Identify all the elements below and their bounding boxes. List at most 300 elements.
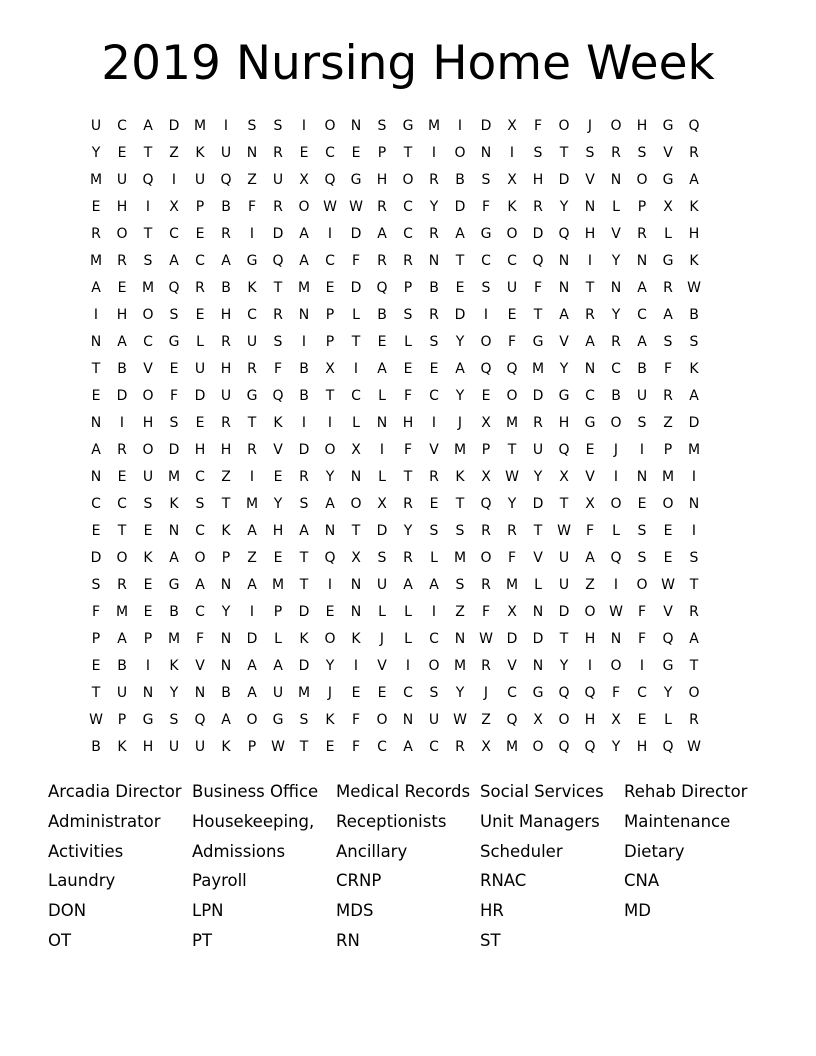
grid-letter: A bbox=[247, 577, 257, 593]
grid-letter: R bbox=[247, 442, 257, 458]
grid-letter: Z bbox=[247, 172, 257, 188]
grid-letter: D bbox=[532, 496, 544, 512]
grid-letter: T bbox=[117, 523, 127, 539]
grid-letter: Q bbox=[688, 118, 700, 134]
grid-letter: E bbox=[117, 145, 127, 161]
grid-letter: F bbox=[507, 550, 517, 566]
grid-letter: W bbox=[687, 280, 701, 296]
grid-letter: A bbox=[403, 739, 413, 755]
grid-letter: L bbox=[378, 469, 386, 485]
grid-letter: R bbox=[221, 334, 231, 350]
grid-letter: W bbox=[323, 199, 337, 215]
grid-letter: U bbox=[194, 361, 206, 377]
grid-letter: V bbox=[273, 442, 283, 458]
grid-letter: C bbox=[403, 226, 413, 242]
grid-letter: B bbox=[377, 307, 387, 323]
grid-letter: D bbox=[116, 388, 128, 404]
grid-letter: P bbox=[377, 145, 387, 161]
grid-letter: M bbox=[505, 739, 519, 755]
grid-row bbox=[83, 275, 733, 302]
grid-letter: C bbox=[195, 253, 205, 269]
word-list-item: Social Services bbox=[480, 782, 604, 801]
grid-letter: U bbox=[90, 118, 102, 134]
grid-letter: G bbox=[662, 172, 674, 188]
grid-letter: H bbox=[688, 226, 700, 242]
grid-letter: Y bbox=[611, 253, 621, 269]
grid-letter: A bbox=[559, 307, 569, 323]
grid-letter: R bbox=[663, 280, 673, 296]
grid-letter: P bbox=[221, 550, 231, 566]
grid-letter: B bbox=[299, 361, 309, 377]
grid-letter: R bbox=[273, 307, 283, 323]
grid-letter: Q bbox=[584, 739, 596, 755]
grid-letter: N bbox=[350, 604, 362, 620]
grid-letter: M bbox=[297, 280, 311, 296]
grid-letter: F bbox=[663, 361, 673, 377]
grid-letter: T bbox=[351, 334, 361, 350]
grid-letter: S bbox=[481, 172, 491, 188]
grid-row bbox=[83, 167, 733, 194]
grid-letter: O bbox=[558, 712, 570, 728]
grid-letter: O bbox=[298, 199, 310, 215]
grid-letter: A bbox=[299, 253, 309, 269]
grid-letter: B bbox=[429, 280, 439, 296]
grid-letter: K bbox=[195, 145, 205, 161]
grid-letter: E bbox=[299, 145, 309, 161]
grid-row bbox=[83, 437, 733, 464]
grid-letter: K bbox=[299, 631, 309, 647]
grid-letter: O bbox=[142, 442, 154, 458]
grid-letter: S bbox=[169, 307, 179, 323]
grid-row bbox=[83, 572, 733, 599]
grid-letter: X bbox=[507, 172, 517, 188]
grid-letter: O bbox=[402, 172, 414, 188]
grid-letter: R bbox=[403, 496, 413, 512]
grid-letter: Y bbox=[559, 199, 569, 215]
grid-row bbox=[83, 734, 733, 761]
grid-letter: Y bbox=[611, 307, 621, 323]
grid-letter: U bbox=[272, 685, 284, 701]
grid-letter: H bbox=[116, 199, 128, 215]
grid-letter: T bbox=[221, 496, 231, 512]
grid-letter: M bbox=[687, 442, 701, 458]
grid-letter: N bbox=[558, 253, 570, 269]
grid-letter: H bbox=[376, 172, 388, 188]
grid-letter: Q bbox=[324, 550, 336, 566]
grid-letter: O bbox=[662, 496, 674, 512]
grid-letter: L bbox=[378, 604, 386, 620]
grid-letter: E bbox=[351, 145, 361, 161]
grid-letter: U bbox=[428, 712, 440, 728]
grid-letter: T bbox=[299, 577, 309, 593]
grid-letter: I bbox=[431, 145, 437, 161]
grid-letter: O bbox=[558, 118, 570, 134]
word-list-item: Administrator bbox=[48, 811, 161, 831]
grid-letter: Q bbox=[558, 685, 570, 701]
grid-letter: A bbox=[403, 577, 413, 593]
grid-letter: N bbox=[324, 523, 336, 539]
grid-letter: R bbox=[455, 739, 465, 755]
grid-row bbox=[83, 410, 733, 437]
grid-letter: U bbox=[246, 334, 258, 350]
grid-letter: O bbox=[480, 334, 492, 350]
grid-letter: E bbox=[143, 523, 153, 539]
grid-letter: C bbox=[403, 685, 413, 701]
grid-letter: S bbox=[455, 523, 465, 539]
grid-letter: J bbox=[613, 442, 619, 458]
grid-letter: N bbox=[194, 685, 206, 701]
grid-letter: A bbox=[169, 253, 179, 269]
grid-row bbox=[83, 653, 733, 680]
page-title: 2019 Nursing Home Week bbox=[101, 36, 715, 91]
grid-letter: N bbox=[246, 145, 258, 161]
grid-letter: T bbox=[403, 145, 413, 161]
grid-letter: H bbox=[220, 361, 232, 377]
grid-letter: I bbox=[249, 226, 255, 242]
grid-letter: I bbox=[119, 415, 125, 431]
grid-letter: R bbox=[429, 469, 439, 485]
grid-letter: V bbox=[585, 172, 595, 188]
grid-letter: I bbox=[691, 523, 697, 539]
grid-letter: G bbox=[662, 253, 674, 269]
grid-letter: S bbox=[247, 118, 257, 134]
grid-letter: O bbox=[610, 658, 622, 674]
grid-letter: X bbox=[351, 550, 361, 566]
grid-letter: O bbox=[636, 577, 648, 593]
grid-letter: B bbox=[221, 199, 231, 215]
grid-letter: I bbox=[509, 145, 515, 161]
grid-letter: O bbox=[610, 496, 622, 512]
grid-letter: M bbox=[661, 469, 675, 485]
grid-letter: D bbox=[298, 442, 310, 458]
grid-letter: W bbox=[687, 739, 701, 755]
grid-letter: H bbox=[532, 172, 544, 188]
grid-letter: Q bbox=[220, 172, 232, 188]
grid-letter: N bbox=[532, 604, 544, 620]
grid-letter: C bbox=[611, 361, 621, 377]
grid-letter: A bbox=[273, 658, 283, 674]
grid-letter: O bbox=[194, 550, 206, 566]
grid-letter: S bbox=[455, 577, 465, 593]
grid-letter: O bbox=[142, 388, 154, 404]
grid-letter: U bbox=[558, 577, 570, 593]
grid-letter: A bbox=[143, 118, 153, 134]
grid-letter: C bbox=[351, 388, 361, 404]
grid-letter: M bbox=[531, 361, 545, 377]
grid-letter: L bbox=[378, 388, 386, 404]
grid-letter: T bbox=[533, 307, 543, 323]
word-list-item: Scheduler bbox=[480, 841, 563, 861]
word-list-item: OT bbox=[48, 930, 72, 950]
grid-letter: E bbox=[663, 550, 673, 566]
grid-letter: C bbox=[585, 388, 595, 404]
grid-letter: X bbox=[507, 604, 517, 620]
word-list-item: MDS bbox=[336, 901, 374, 921]
grid-letter: N bbox=[428, 253, 440, 269]
grid-letter: N bbox=[610, 631, 622, 647]
word-list-item: LPN bbox=[192, 901, 224, 921]
grid-letter: S bbox=[169, 415, 179, 431]
grid-letter: I bbox=[431, 604, 437, 620]
grid-letter: V bbox=[377, 658, 387, 674]
grid-letter: V bbox=[585, 469, 595, 485]
grid-letter: Q bbox=[506, 712, 518, 728]
grid-letter: S bbox=[91, 577, 101, 593]
grid-letter: C bbox=[195, 604, 205, 620]
grid-letter: I bbox=[353, 658, 359, 674]
grid-letter: L bbox=[352, 415, 360, 431]
grid-row bbox=[83, 680, 733, 707]
word-list-item: Business Office bbox=[192, 782, 319, 801]
grid-letter: M bbox=[427, 118, 441, 134]
grid-letter: F bbox=[273, 361, 283, 377]
grid-letter: Q bbox=[272, 388, 284, 404]
grid-letter: J bbox=[483, 685, 489, 701]
grid-letter: F bbox=[351, 712, 361, 728]
grid-letter: O bbox=[116, 226, 128, 242]
grid-letter: A bbox=[377, 226, 387, 242]
grid-letter: A bbox=[195, 577, 205, 593]
grid-letter: F bbox=[507, 334, 517, 350]
grid-letter: M bbox=[141, 280, 155, 296]
grid-letter: N bbox=[636, 253, 648, 269]
grid-letter: O bbox=[636, 172, 648, 188]
grid-letter: F bbox=[169, 388, 179, 404]
grid-letter: I bbox=[639, 658, 645, 674]
word-list-item: Rehab Director bbox=[624, 782, 748, 801]
grid-letter: E bbox=[169, 361, 179, 377]
grid-letter: H bbox=[142, 739, 154, 755]
grid-letter: B bbox=[455, 172, 465, 188]
grid-letter: H bbox=[142, 415, 154, 431]
grid-letter: U bbox=[636, 388, 648, 404]
grid-letter: O bbox=[246, 712, 258, 728]
grid-letter: A bbox=[377, 361, 387, 377]
grid-letter: Y bbox=[455, 334, 465, 350]
grid-letter: Y bbox=[663, 685, 673, 701]
grid-letter: M bbox=[505, 577, 519, 593]
grid-letter: K bbox=[273, 415, 283, 431]
grid-letter: H bbox=[220, 307, 232, 323]
grid-letter: E bbox=[325, 280, 335, 296]
grid-letter: X bbox=[585, 496, 595, 512]
grid-letter: W bbox=[89, 712, 103, 728]
grid-letter: O bbox=[428, 658, 440, 674]
grid-letter: S bbox=[429, 523, 439, 539]
grid-letter: S bbox=[637, 145, 647, 161]
grid-letter: Y bbox=[325, 658, 335, 674]
grid-letter: T bbox=[559, 496, 569, 512]
grid-letter: V bbox=[507, 658, 517, 674]
word-list-item: Laundry bbox=[48, 871, 116, 891]
grid-letter: Y bbox=[507, 496, 517, 512]
grid-letter: S bbox=[533, 145, 543, 161]
grid-letter: H bbox=[558, 415, 570, 431]
grid-letter: F bbox=[351, 253, 361, 269]
grid-letter: E bbox=[143, 577, 153, 593]
grid-letter: D bbox=[194, 388, 206, 404]
grid-letter: K bbox=[507, 199, 517, 215]
grid-letter: F bbox=[91, 604, 101, 620]
grid-letter: R bbox=[481, 577, 491, 593]
grid-letter: N bbox=[584, 199, 596, 215]
grid-row bbox=[83, 194, 733, 221]
grid-letter: Y bbox=[429, 199, 439, 215]
grid-letter: U bbox=[558, 550, 570, 566]
grid-letter: R bbox=[507, 523, 517, 539]
word-list-item: Maintenance bbox=[624, 811, 731, 831]
grid-letter: J bbox=[379, 631, 385, 647]
grid-letter: N bbox=[220, 658, 232, 674]
grid-letter: L bbox=[664, 226, 672, 242]
grid-letter: U bbox=[194, 739, 206, 755]
grid-letter: G bbox=[168, 577, 180, 593]
grid-letter: S bbox=[637, 523, 647, 539]
grid-letter: Y bbox=[91, 145, 101, 161]
word-list-item: MD bbox=[624, 901, 651, 921]
grid-letter: N bbox=[350, 118, 362, 134]
grid-letter: P bbox=[273, 604, 283, 620]
grid-letter: L bbox=[404, 631, 412, 647]
grid-letter: D bbox=[558, 172, 570, 188]
grid-letter: H bbox=[584, 631, 596, 647]
grid-letter: B bbox=[221, 685, 231, 701]
grid-letter: E bbox=[117, 280, 127, 296]
grid-letter: L bbox=[612, 523, 620, 539]
grid-letter: V bbox=[663, 604, 673, 620]
grid-letter: R bbox=[429, 172, 439, 188]
grid-letter: T bbox=[143, 145, 153, 161]
grid-letter: X bbox=[325, 361, 335, 377]
grid-letter: I bbox=[327, 577, 333, 593]
grid-letter: M bbox=[453, 550, 467, 566]
grid-letter: N bbox=[168, 523, 180, 539]
grid-letter: R bbox=[377, 253, 387, 269]
grid-letter: E bbox=[429, 496, 439, 512]
grid-letter: T bbox=[247, 415, 257, 431]
grid-letter: E bbox=[585, 442, 595, 458]
grid-letter: L bbox=[404, 604, 412, 620]
grid-letter: A bbox=[637, 334, 647, 350]
grid-letter: S bbox=[689, 550, 699, 566]
grid-letter: S bbox=[143, 496, 153, 512]
grid-letter: T bbox=[143, 226, 153, 242]
grid-row bbox=[83, 302, 733, 329]
grid-letter: M bbox=[167, 631, 181, 647]
grid-letter: U bbox=[194, 172, 206, 188]
grid-letter: S bbox=[377, 550, 387, 566]
grid-letter: K bbox=[689, 361, 699, 377]
grid-letter: G bbox=[168, 334, 180, 350]
grid-letter: Y bbox=[325, 469, 335, 485]
grid-letter: Z bbox=[169, 145, 179, 161]
grid-letter: X bbox=[559, 469, 569, 485]
grid-letter: H bbox=[636, 118, 648, 134]
grid-letter: G bbox=[402, 118, 414, 134]
grid-letter: W bbox=[505, 469, 519, 485]
word-list-item: Admissions bbox=[192, 841, 286, 861]
grid-letter: A bbox=[247, 658, 257, 674]
grid-letter: I bbox=[639, 442, 645, 458]
grid-letter: T bbox=[91, 685, 101, 701]
grid-letter: N bbox=[90, 334, 102, 350]
grid-letter: D bbox=[480, 118, 492, 134]
grid-letter: W bbox=[557, 523, 571, 539]
grid-letter: U bbox=[168, 739, 180, 755]
grid-letter: E bbox=[143, 604, 153, 620]
grid-letter: V bbox=[663, 145, 673, 161]
grid-letter: J bbox=[457, 415, 463, 431]
grid-letter: O bbox=[350, 496, 362, 512]
grid-letter: D bbox=[558, 604, 570, 620]
grid-letter: N bbox=[298, 307, 310, 323]
grid-letter: P bbox=[325, 334, 335, 350]
grid-letter: Q bbox=[506, 361, 518, 377]
grid-letter: R bbox=[221, 226, 231, 242]
grid-letter: E bbox=[507, 307, 517, 323]
grid-letter: H bbox=[584, 226, 596, 242]
grid-letter: V bbox=[429, 442, 439, 458]
grid-letter: V bbox=[559, 334, 569, 350]
grid-letter: K bbox=[689, 253, 699, 269]
grid-letter: W bbox=[479, 631, 493, 647]
grid-letter: F bbox=[195, 631, 205, 647]
grid-letter: S bbox=[481, 280, 491, 296]
grid-letter: F bbox=[247, 199, 257, 215]
grid-letter: I bbox=[301, 118, 307, 134]
grid-letter: I bbox=[223, 118, 229, 134]
grid-letter: Q bbox=[376, 280, 388, 296]
grid-letter: A bbox=[689, 631, 699, 647]
grid-letter: X bbox=[481, 415, 491, 431]
grid-letter: Q bbox=[480, 496, 492, 512]
grid-letter: Z bbox=[585, 577, 595, 593]
grid-letter: E bbox=[91, 658, 101, 674]
grid-letter: A bbox=[247, 523, 257, 539]
grid-letter: N bbox=[402, 712, 414, 728]
grid-letter: O bbox=[324, 631, 336, 647]
grid-letter: T bbox=[585, 280, 595, 296]
grid-letter: L bbox=[534, 577, 542, 593]
grid-letter: T bbox=[689, 658, 699, 674]
grid-letter: I bbox=[327, 415, 333, 431]
grid-letter: S bbox=[585, 145, 595, 161]
grid-letter: I bbox=[691, 469, 697, 485]
grid-letter: M bbox=[245, 496, 259, 512]
grid-letter: K bbox=[221, 523, 231, 539]
grid-letter: R bbox=[585, 307, 595, 323]
grid-letter: R bbox=[91, 226, 101, 242]
grid-row bbox=[83, 599, 733, 626]
grid-letter: Q bbox=[194, 712, 206, 728]
grid-letter: B bbox=[611, 388, 621, 404]
grid-letter: O bbox=[480, 550, 492, 566]
grid-letter: C bbox=[91, 496, 101, 512]
grid-letter: S bbox=[429, 334, 439, 350]
grid-letter: R bbox=[611, 145, 621, 161]
grid-letter: A bbox=[585, 334, 595, 350]
grid-letter: N bbox=[350, 577, 362, 593]
grid-letter: J bbox=[327, 685, 333, 701]
grid-letter: D bbox=[454, 199, 466, 215]
grid-letter: O bbox=[610, 415, 622, 431]
grid-letter: P bbox=[403, 280, 413, 296]
grid-letter: Z bbox=[247, 550, 257, 566]
grid-letter: H bbox=[116, 307, 128, 323]
grid-letter: A bbox=[91, 442, 101, 458]
grid-letter: S bbox=[195, 496, 205, 512]
grid-letter: C bbox=[507, 253, 517, 269]
